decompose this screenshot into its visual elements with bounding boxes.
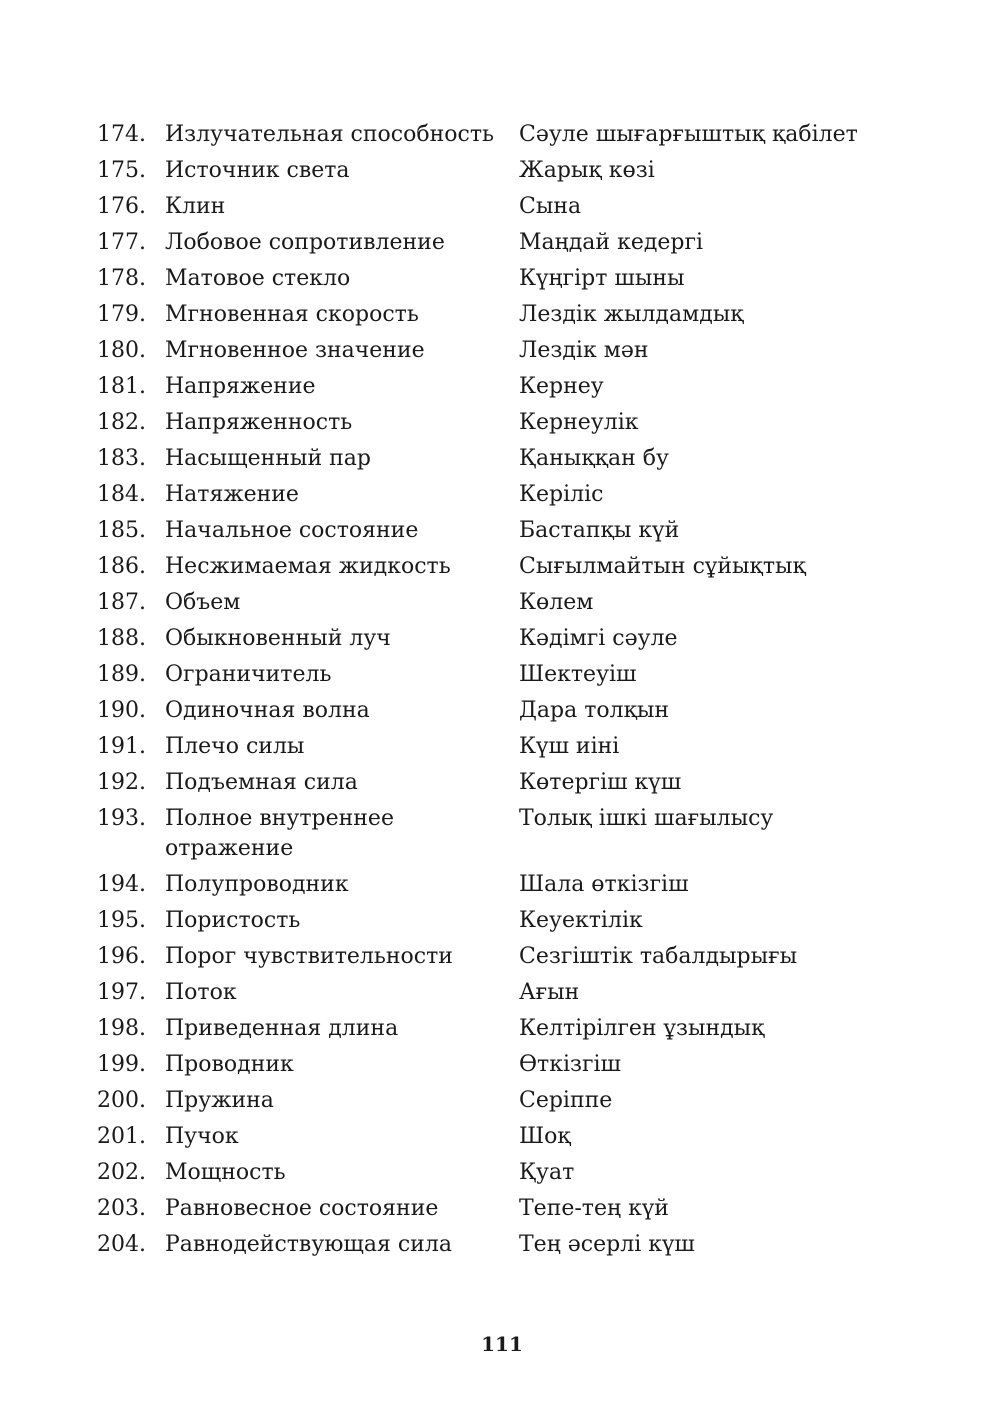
entry-number: 189. <box>97 662 146 687</box>
entry-russian-term: Матовое стекло <box>165 266 351 291</box>
list-item <box>97 696 917 726</box>
entry-kazakh-term: Тең әсерлі күш <box>519 1232 695 1257</box>
entry-russian-term: Лобовое сопротивление <box>165 230 445 255</box>
entry-russian-term: Напряженность <box>165 410 353 435</box>
entry-russian-term: Пористость <box>165 908 301 933</box>
entry-number: 176. <box>97 194 146 219</box>
entry-number: 183. <box>97 446 146 471</box>
entry-kazakh-term: Күш иіні <box>519 734 620 759</box>
entry-number: 199. <box>97 1052 146 1077</box>
list-item <box>97 300 917 330</box>
list-item <box>97 1230 917 1260</box>
entry-russian-term: Несжимаемая жидкость <box>165 554 451 579</box>
entry-number: 195. <box>97 908 146 933</box>
entry-number: 185. <box>97 518 146 543</box>
entry-russian-term: Ограничитель <box>165 662 332 687</box>
entry-russian-term: Подъемная сила <box>165 770 358 795</box>
entry-number: 179. <box>97 302 146 327</box>
entry-number: 204. <box>97 1232 146 1257</box>
entry-russian-term: Равнодействующая сила <box>165 1232 452 1257</box>
entry-number: 198. <box>97 1016 146 1041</box>
entry-kazakh-term: Серіппе <box>519 1088 613 1113</box>
entry-number: 197. <box>97 980 146 1005</box>
entry-number: 190. <box>97 698 146 723</box>
entry-number: 180. <box>97 338 146 363</box>
entry-russian-term: Обыкновенный луч <box>165 626 391 651</box>
entry-number: 174. <box>97 122 146 147</box>
entry-number: 178. <box>97 266 146 291</box>
list-item <box>97 1122 917 1152</box>
entry-number: 182. <box>97 410 146 435</box>
entry-russian-term: Пучок <box>165 1124 239 1149</box>
entry-number: 181. <box>97 374 146 399</box>
entry-kazakh-term: Өткізгіш <box>519 1052 622 1077</box>
entry-kazakh-term: Көтергіш күш <box>519 770 682 795</box>
entry-number: 187. <box>97 590 146 615</box>
entry-kazakh-term: Лездік мән <box>519 338 649 363</box>
entry-kazakh-term: Сәуле шығарғыштық қабілет <box>519 122 858 147</box>
list-item <box>97 1194 917 1224</box>
entry-kazakh-term: Шектеуіш <box>519 662 637 687</box>
entry-kazakh-term: Керіліс <box>519 482 604 507</box>
entry-number: 196. <box>97 944 146 969</box>
entry-kazakh-term: Толық ішкі шағылысу <box>519 806 774 831</box>
list-item <box>97 1158 917 1188</box>
list-item <box>97 588 917 618</box>
entry-kazakh-term: Кеуектілік <box>519 908 643 933</box>
list-item <box>97 624 917 654</box>
entry-kazakh-term: Күңгірт шыны <box>519 266 685 291</box>
entry-russian-term: Излучательная способность <box>165 122 494 147</box>
list-item <box>97 906 917 936</box>
list-item <box>97 660 917 690</box>
entry-russian-term: Источник света <box>165 158 350 183</box>
list-item <box>97 336 917 366</box>
entry-number: 191. <box>97 734 146 759</box>
entry-russian-term: Поток <box>165 980 237 1005</box>
entry-russian-term: Равновесное состояние <box>165 1196 439 1221</box>
entry-kazakh-term: Лездік жылдамдық <box>519 302 744 327</box>
entry-kazakh-term: Қаныққан бу <box>519 446 669 471</box>
entry-russian-term: Клин <box>165 194 226 219</box>
entry-number: 202. <box>97 1160 146 1185</box>
entry-russian-term: Пружина <box>165 1088 274 1113</box>
entry-kazakh-term: Маңдай кедергі <box>519 230 704 255</box>
list-item <box>97 1050 917 1080</box>
list-item <box>97 120 917 150</box>
entry-kazakh-term: Тепе-тең күй <box>519 1196 669 1221</box>
entry-kazakh-term: Кернеу <box>519 374 604 399</box>
entry-kazakh-term: Сығылмайтын сұйықтық <box>519 554 806 579</box>
entry-russian-term: Приведенная длина <box>165 1016 399 1041</box>
entry-russian-term: Порог чувствительности <box>165 944 453 969</box>
entry-number: 188. <box>97 626 146 651</box>
list-item <box>97 942 917 972</box>
entry-number: 177. <box>97 230 146 255</box>
list-item <box>97 408 917 438</box>
entry-russian-term: Мощность <box>165 1160 286 1185</box>
entry-russian-term: Плечо силы <box>165 734 305 759</box>
glossary-list <box>97 120 917 1266</box>
entry-number: 192. <box>97 770 146 795</box>
entry-russian-term: Мгновенное значение <box>165 338 425 363</box>
entry-number: 186. <box>97 554 146 579</box>
list-item <box>97 804 917 864</box>
entry-kazakh-term: Дара толқын <box>519 698 670 723</box>
entry-kazakh-term: Келтірілген ұзындық <box>519 1016 765 1041</box>
entry-russian-term: Мгновенная скорость <box>165 302 419 327</box>
entry-kazakh-term: Қуат <box>519 1160 575 1185</box>
entry-russian-term: Начальное состояние <box>165 518 419 543</box>
list-item <box>97 480 917 510</box>
list-item <box>97 516 917 546</box>
entry-number: 193. <box>97 806 146 831</box>
entry-kazakh-term: Сезгіштік табалдырығы <box>519 944 798 969</box>
entry-russian-term: Напряжение <box>165 374 316 399</box>
entry-kazakh-term: Шоқ <box>519 1124 571 1149</box>
list-item <box>97 264 917 294</box>
entry-russian-term: Одиночная волна <box>165 698 370 723</box>
entry-kazakh-term: Шала өткізгіш <box>519 872 689 897</box>
entry-kazakh-term: Кәдімгі сәуле <box>519 626 678 651</box>
list-item <box>97 978 917 1008</box>
entry-russian-term: Насыщенный пар <box>165 446 371 471</box>
entry-russian-term: Полное внутреннее отражение <box>165 806 394 861</box>
list-item <box>97 1086 917 1116</box>
entry-number: 194. <box>97 872 146 897</box>
entry-kazakh-term: Жарық көзі <box>519 158 655 183</box>
list-item <box>97 732 917 762</box>
entry-kazakh-term: Кернеулік <box>519 410 639 435</box>
list-item <box>97 228 917 258</box>
entry-number: 203. <box>97 1196 146 1221</box>
list-item <box>97 372 917 402</box>
entry-number: 175. <box>97 158 146 183</box>
list-item <box>97 870 917 900</box>
list-item <box>97 444 917 474</box>
entry-kazakh-term: Сына <box>519 194 582 219</box>
list-item <box>97 552 917 582</box>
entry-russian-term: Полупроводник <box>165 872 349 897</box>
entry-kazakh-term: Бастапқы күй <box>519 518 680 543</box>
entry-kazakh-term: Ағын <box>519 980 580 1005</box>
entry-russian-term: Объем <box>165 590 241 615</box>
entry-russian-term: Натяжение <box>165 482 299 507</box>
entry-number: 201. <box>97 1124 146 1149</box>
list-item <box>97 192 917 222</box>
page-number: 111 <box>481 1332 523 1356</box>
entry-russian-term: Проводник <box>165 1052 294 1077</box>
entry-number: 184. <box>97 482 146 507</box>
list-item <box>97 768 917 798</box>
list-item <box>97 1014 917 1044</box>
entry-number: 200. <box>97 1088 146 1113</box>
entry-kazakh-term: Көлем <box>519 590 594 615</box>
list-item <box>97 156 917 186</box>
